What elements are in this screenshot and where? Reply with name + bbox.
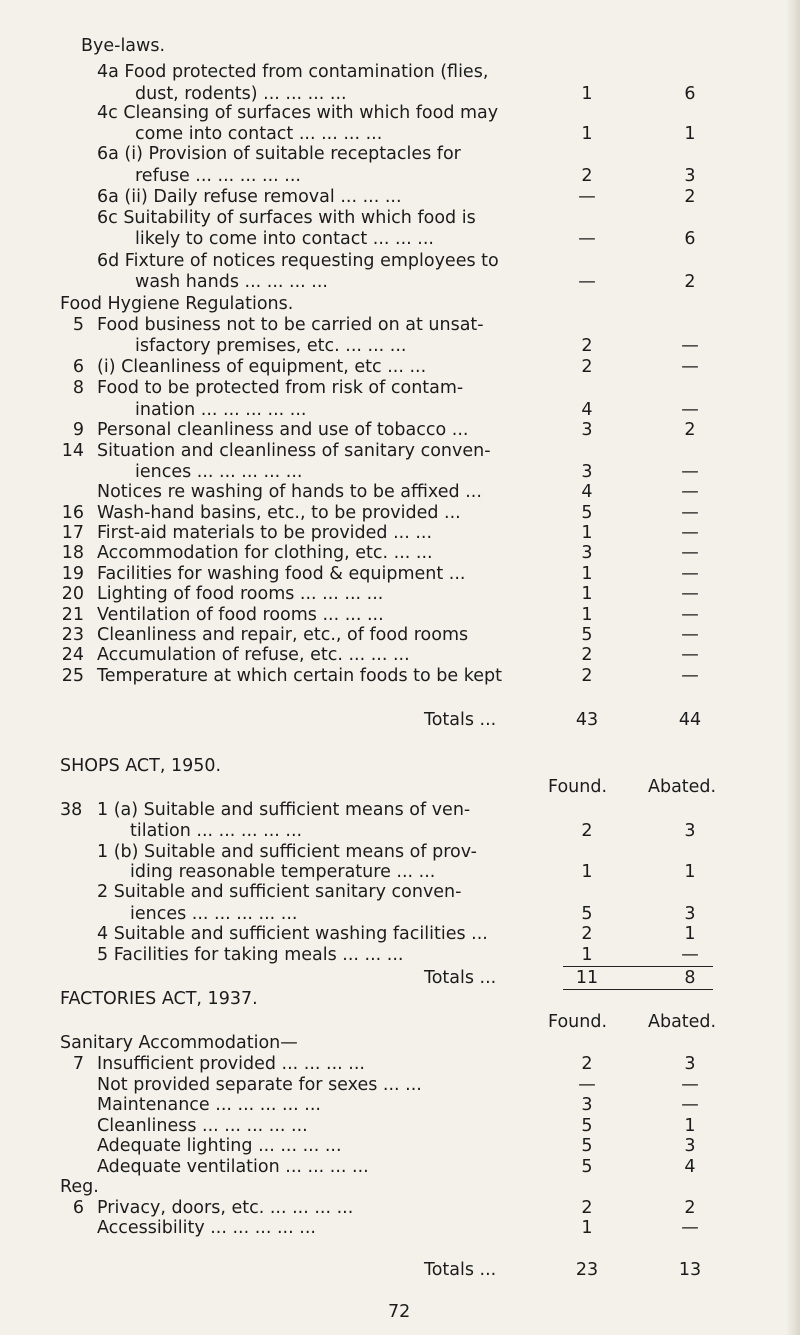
regulation-line: Situation and cleanliness of sanitary conven- [97,441,491,461]
abated-value: — [681,645,699,665]
abated-value: 1 [684,1116,696,1136]
found-value: 2 [581,357,593,377]
regulation-line: Ventilation of food rooms ... ... ... [97,605,384,625]
regulation-line: First-aid materials to be provided ... ... [97,523,433,543]
shops-line: 4 Suitable and sufficient washing facilities ... [97,924,488,944]
found-value: 2 [581,666,593,686]
regulation-number: 17 [61,523,84,543]
shops-line: 1 (a) Suitable and sufficient means of ven- [97,800,471,820]
abated-value: — [681,564,699,584]
factories-line: Adequate lighting ... ... ... ... [97,1136,342,1156]
found-value: 1 [581,945,593,965]
column-header-found: Found. [548,1012,608,1032]
abated-value: — [681,1218,699,1238]
page-number: 72 [388,1302,411,1322]
total-found: 43 [575,710,599,730]
byelaw-line: refuse ... ... ... ... ... [135,166,301,186]
shops-line: iences ... ... ... ... ... [130,904,298,924]
column-header-abated: Abated. [648,1012,717,1032]
found-value: 5 [581,503,593,523]
abated-value: 3 [684,1054,696,1074]
shops-line: 1 (b) Suitable and sufficient means of prov- [97,842,477,862]
found-value: 2 [581,821,593,841]
found-value: — [578,187,596,207]
section-heading-shops-act: SHOPS ACT, 1950. [60,756,222,776]
abated-value: 2 [684,187,696,207]
regulation-number: 5 [72,315,84,335]
abated-value: 3 [684,904,696,924]
abated-value: — [681,462,699,482]
section-heading-factories-act: FACTORIES ACT, 1937. [60,989,258,1009]
regulation-line: Facilities for washing food & equipment ... [97,564,466,584]
page-edge-shadow [786,0,800,1335]
abated-value: 6 [684,84,696,104]
factories-line: Adequate ventilation ... ... ... ... [97,1157,369,1177]
found-value: 1 [581,1218,593,1238]
abated-value: — [681,605,699,625]
total-found: 11 [575,968,599,988]
regulation-line: Accumulation of refuse, etc. ... ... ... [97,645,410,665]
abated-value: — [681,666,699,686]
found-value: 1 [581,564,593,584]
found-value: 4 [581,400,593,420]
found-value: 5 [581,625,593,645]
abated-value: — [681,357,699,377]
found-value: 3 [581,1095,593,1115]
found-value: 1 [581,605,593,625]
found-value: 3 [581,462,593,482]
regulation-line: Accommodation for clothing, etc. ... ... [97,543,433,563]
abated-value: 2 [684,1198,696,1218]
shops-line: 5 Facilities for taking meals ... ... ... [97,945,404,965]
regulation-number: 21 [61,605,84,625]
shops-line: iding reasonable temperature ... ... [130,862,436,882]
found-value: 1 [581,124,593,144]
reg-label: Reg. [60,1177,99,1197]
column-header-found: Found. [548,777,608,797]
regulation-line: Lighting of food rooms ... ... ... ... [97,584,384,604]
total-abated: 8 [684,968,696,988]
found-value: 3 [581,543,593,563]
subheading: Sanitary Accommodation— [60,1033,298,1053]
found-value: 2 [581,336,593,356]
regulation-line: Temperature at which certain foods to be kept [97,666,502,686]
abated-value: — [681,543,699,563]
abated-value: — [681,584,699,604]
byelaw-line: dust, rodents) ... ... ... ... [135,84,347,104]
regulation-number: 8 [72,378,84,398]
found-value: 3 [581,420,593,440]
found-value: 2 [581,1198,593,1218]
found-value: 1 [581,84,593,104]
found-value: 2 [581,924,593,944]
regulation-line: Food to be protected from risk of contam- [97,378,464,398]
abated-value: 6 [684,229,696,249]
abated-value: — [681,400,699,420]
section-heading-byelaws: Bye-laws. [81,36,166,56]
found-value: 5 [581,904,593,924]
section-number: 6 [72,1198,84,1218]
regulation-line: Food business not to be carried on at unsat- [97,315,484,335]
abated-value: 4 [684,1157,696,1177]
abated-value: 1 [684,924,696,944]
regulation-line: iences ... ... ... ... ... [135,462,303,482]
total-found: 23 [575,1260,599,1280]
abated-value: — [681,945,699,965]
regulation-number: 23 [61,625,84,645]
abated-value: 2 [684,420,696,440]
regulation-number: 25 [61,666,84,686]
totals-label: Totals ... [424,710,497,730]
section-number: 38 [60,800,83,820]
factories-line: Cleanliness ... ... ... ... ... [97,1116,308,1136]
byelaw-line: 6d Fixture of notices requesting employees to [97,251,499,271]
found-value: 2 [581,1054,593,1074]
shops-line: 2 Suitable and sufficient sanitary conven- [97,882,462,902]
found-value: 2 [581,645,593,665]
total-abated: 13 [678,1260,702,1280]
regulation-number: 14 [61,441,84,461]
found-value: 1 [581,523,593,543]
factories-line: Not provided separate for sexes ... ... [97,1075,422,1095]
factories-line: Privacy, doors, etc. ... ... ... ... [97,1198,354,1218]
regulation-number: 24 [61,645,84,665]
factories-line: Maintenance ... ... ... ... ... [97,1095,321,1115]
abated-value: — [681,1075,699,1095]
abated-value: — [681,625,699,645]
found-value: 5 [581,1116,593,1136]
abated-value: — [681,336,699,356]
abated-value: 1 [684,124,696,144]
regulation-number: 6 [72,357,84,377]
abated-value: 3 [684,1136,696,1156]
regulation-line: Wash-hand basins, etc., to be provided ... [97,503,461,523]
byelaw-line: likely to come into contact ... ... ... [135,229,434,249]
totals-rule [563,966,713,967]
byelaw-line: 4a Food protected from contamination (flies, [97,62,489,82]
found-value: 4 [581,482,593,502]
byelaw-line: 4c Cleansing of surfaces with which food may [97,103,499,123]
regulation-number: 9 [72,420,84,440]
found-value: 2 [581,166,593,186]
total-abated: 44 [678,710,702,730]
regulation-line: Personal cleanliness and use of tobacco ... [97,420,469,440]
regulation-number: 16 [61,503,84,523]
regulation-line: ination ... ... ... ... ... [135,400,307,420]
totals-rule [563,989,713,990]
abated-value: — [681,482,699,502]
found-value: — [578,229,596,249]
byelaw-line: 6a (ii) Daily refuse removal ... ... ... [97,187,402,207]
totals-label: Totals ... [424,1260,497,1280]
regulation-line: Cleanliness and repair, etc., of food rooms [97,625,469,645]
abated-value: — [681,503,699,523]
found-value: — [578,1075,596,1095]
regulation-number: 20 [61,584,84,604]
shops-line: tilation ... ... ... ... ... [130,821,303,841]
byelaw-line: come into contact ... ... ... ... [135,124,383,144]
found-value: — [578,272,596,292]
regulation-number: 18 [61,543,84,563]
abated-value: 1 [684,862,696,882]
abated-value: — [681,1095,699,1115]
regulation-line: (i) Cleanliness of equipment, etc ... ... [97,357,427,377]
column-header-abated: Abated. [648,777,717,797]
found-value: 1 [581,584,593,604]
factories-line: Insufficient provided ... ... ... ... [97,1054,365,1074]
byelaw-line: 6c Suitability of surfaces with which food is [97,208,476,228]
abated-value: — [681,523,699,543]
totals-label: Totals ... [424,968,497,988]
regulation-line: isfactory premises, etc. ... ... ... [135,336,407,356]
found-value: 5 [581,1136,593,1156]
abated-value: 3 [684,821,696,841]
found-value: 1 [581,862,593,882]
abated-value: 3 [684,166,696,186]
byelaw-line: 6a (i) Provision of suitable receptacles for [97,144,461,164]
found-value: 5 [581,1157,593,1177]
factories-line: Accessibility ... ... ... ... ... [97,1218,316,1238]
regulation-line: Notices re washing of hands to be affixed ... [97,482,482,502]
byelaw-line: wash hands ... ... ... ... [135,272,328,292]
abated-value: 2 [684,272,696,292]
section-heading-food-hygiene: Food Hygiene Regulations. [60,294,294,314]
regulation-number: 19 [61,564,84,584]
section-number: 7 [72,1054,84,1074]
